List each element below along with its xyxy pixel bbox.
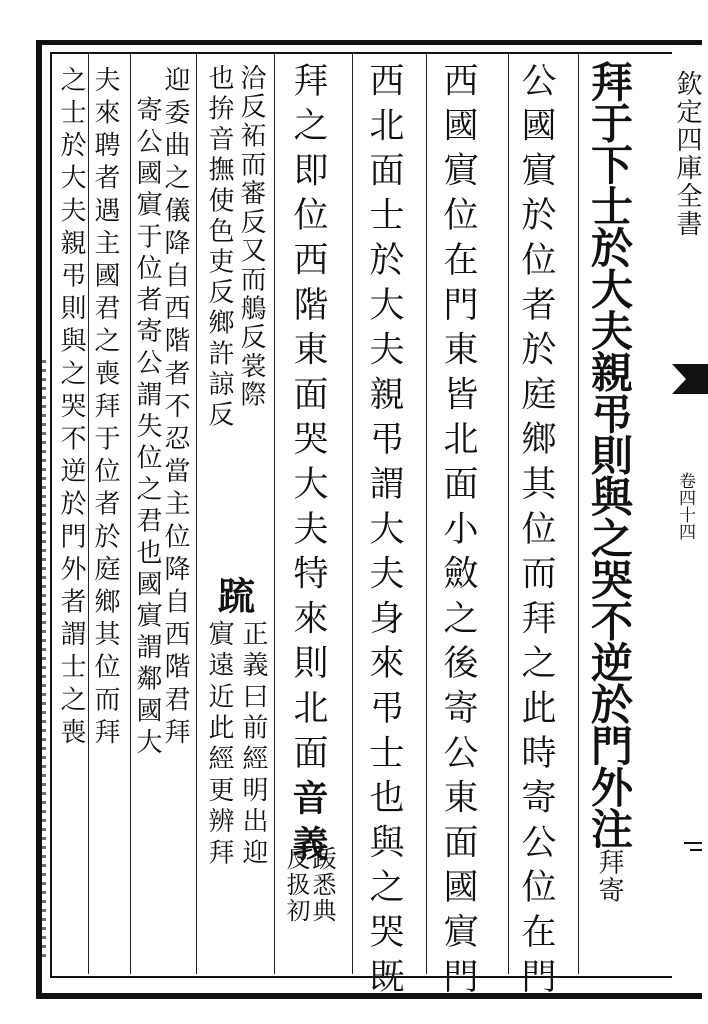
- commentary-text: 西國賔位在門東皆北面小斂之後寄公東面國賔門: [438, 62, 478, 1003]
- column-rule: [508, 54, 509, 974]
- column-rule: [196, 54, 197, 974]
- shu-note-left: 賔遠近此經更辨拜: [204, 620, 234, 870]
- column-rule: [426, 54, 427, 974]
- volume-label: 卷四十四: [675, 472, 695, 540]
- shu-marker: 䟽: [211, 576, 256, 614]
- page-mark-icon: [682, 832, 704, 854]
- margin-strip: [672, 52, 708, 982]
- note-column: [58, 66, 84, 751]
- commentary-text: 西北面士於大夫親弔謂大夫身來弔士也與之哭既: [364, 62, 404, 1003]
- commentary-column: [364, 62, 404, 1003]
- commentary-column: [438, 62, 478, 1003]
- column-rule: [274, 54, 275, 974]
- shu-note-right: 正義曰前經明出迎: [238, 620, 268, 870]
- note-line-right: 洽反袥而審反又而鵃反裳際: [236, 64, 266, 410]
- note-text: 寄公國賔于位者寄公謂失位之君也國賔謂鄰國大: [132, 96, 162, 760]
- column-rule: [352, 54, 353, 974]
- note-column: [134, 96, 160, 760]
- fish-tail-icon: [672, 364, 708, 394]
- note-text: 迎委曲之儀降自西階者不忍當主位降自西階君拜: [160, 66, 190, 751]
- commentary-text: 拜之即位西階東面哭大夫特來則北面: [288, 62, 328, 779]
- yinyi-marker: 音義: [287, 778, 329, 871]
- note-line-left: 也拚音撫使色吏反鄉許諒反: [204, 64, 234, 432]
- yinyi-note-right: 䟦悉典: [308, 846, 336, 924]
- commentary-text: 公國賔於位者於庭鄉其位而拜之此時寄公位在門: [516, 62, 556, 1003]
- main-text: 拜于下士於大夫親弔則與之哭不逆於門外注: [585, 60, 634, 849]
- note-column: [92, 66, 118, 751]
- commentary-column: [287, 62, 329, 871]
- column-rule: [130, 54, 131, 974]
- yinyi-note-left: 反扱初: [282, 846, 310, 924]
- note-text: 夫來聘者遇主國君之喪拜于位者於庭鄉其位而拜: [90, 66, 120, 751]
- book-title: 欽定四庫全書: [672, 70, 702, 238]
- column-rule: [578, 54, 579, 974]
- note-column: [162, 66, 188, 751]
- note-text: 之士於大夫親弔則與之哭不逆於門外者謂士之喪: [56, 66, 86, 751]
- commentary-column: [516, 62, 556, 1003]
- note-fragment: 拜寄: [594, 848, 624, 905]
- main-text-column: [585, 60, 634, 905]
- binding-edge-marks: [40, 360, 46, 960]
- column-rule: [88, 54, 89, 974]
